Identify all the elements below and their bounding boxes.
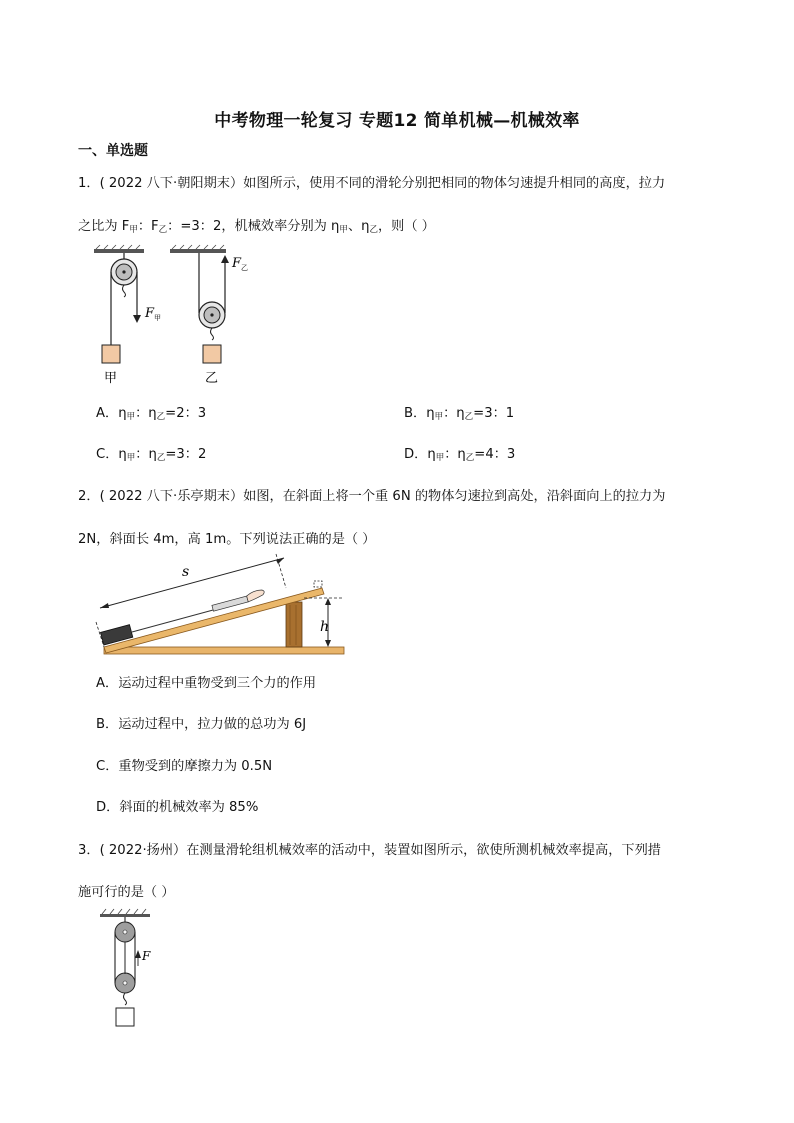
q3-weight bbox=[116, 1008, 134, 1026]
q1-option-d: D．$\eta_甲$：$\eta_乙=4$：3 bbox=[404, 447, 516, 463]
page-title: 中考物理一轮复习 专题12 简单机械—机械效率 bbox=[214, 111, 580, 131]
q2-option-c: C．重物受到的摩擦力为 0.5N bbox=[96, 759, 273, 774]
section-heading: 一、单选题 bbox=[78, 143, 148, 159]
q1-pulley-figure bbox=[90, 245, 270, 390]
q1-option-c: C．$\eta_甲$：$\eta_乙=3$：2 bbox=[96, 447, 207, 463]
q1-stem-line1: 1．( 2022 八下·朝阳期末）如图所示，使用不同的滑轮分别把相同的物体匀速提升相同的高度，拉力 bbox=[78, 176, 666, 191]
q1-caption-jia: 甲 bbox=[104, 371, 118, 386]
q2-option-a: A．运动过程中重物受到三个力的作用 bbox=[96, 676, 317, 691]
ceiling-hatch-right bbox=[170, 249, 226, 253]
q2-stem-line2: 2N，斜面长 4m，高 1m。下列说法正确的是（ ） bbox=[78, 532, 376, 547]
s-label: s bbox=[182, 564, 190, 580]
q1-option-a: A．$\eta_甲$：$\eta_乙=2$：3 bbox=[96, 406, 207, 422]
q3-f-label: F bbox=[142, 949, 151, 963]
q1-f-left-sub: 甲 bbox=[154, 314, 161, 322]
q1-weight-right bbox=[203, 345, 221, 363]
q1-f-right-sub: 乙 bbox=[241, 264, 248, 272]
q2-stem-line1: 2．( 2022 八下·乐亭期末）如图，在斜面上将一个重 6N 的物体匀速拉到高处，沿斜面向上的拉力为 bbox=[78, 489, 666, 504]
q3-ceiling bbox=[100, 914, 150, 917]
ceiling-hatch-left bbox=[94, 249, 144, 253]
q1-stem-line2: 之比为 $F_甲$：$F_乙$：=3：2，机械效率分别为 $\eta_甲$、$\eta_乙$，则（ ） bbox=[78, 219, 435, 235]
q1-option-b: B．$\eta_甲$：$\eta_乙=3$：1 bbox=[404, 406, 515, 422]
q3-pulley-block-figure bbox=[98, 908, 168, 1030]
q1-f-right-label: F bbox=[232, 256, 242, 271]
q2-incline-figure bbox=[90, 548, 355, 660]
base-board bbox=[104, 647, 344, 654]
q1-caption-yi: 乙 bbox=[205, 371, 219, 386]
q3-stem-line1: 3．( 2022·扬州）在测量滑轮组机械效率的活动中，装置如图所示，欲使所测机械效率提高，下列措 bbox=[78, 843, 661, 858]
q1-f-left-label: F bbox=[145, 306, 155, 321]
q1-weight-left bbox=[102, 345, 120, 363]
support-block bbox=[286, 602, 302, 647]
h-label: h bbox=[320, 619, 330, 635]
q2-option-d: D．斜面的机械效率为 85% bbox=[96, 800, 259, 815]
q3-stem-line2: 施可行的是（ ） bbox=[78, 885, 175, 900]
q2-option-b: B．运动过程中，拉力做的总功为 6J bbox=[96, 717, 307, 732]
